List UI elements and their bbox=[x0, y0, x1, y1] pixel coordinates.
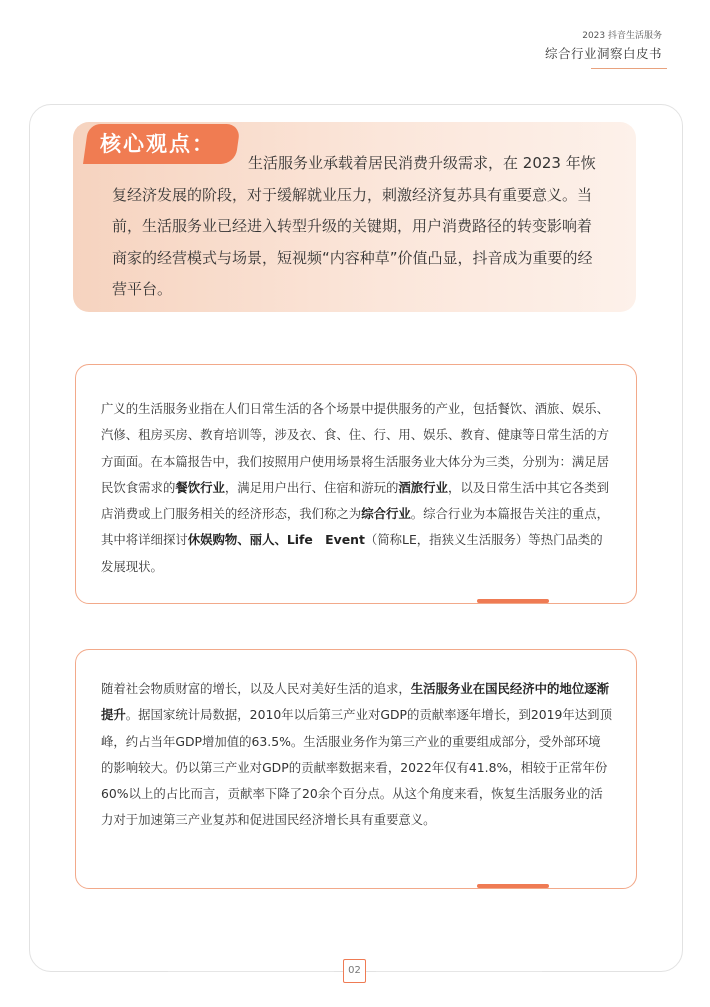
header-underline bbox=[591, 68, 667, 69]
core-viewpoint-text: 生活服务业承载着居民消费升级需求，在 2023 年恢复经济发展的阶段，对于缓解就业压力，刺激经济复苏具有重要意义。当前，生活服务业已经进入转型升级的关键期，用户消费路径的转变影响着商家的经营模式与场景，短视频“内容种草”价值凸显，抖音成为重要的经营平台。 bbox=[112, 154, 596, 298]
text-span: 。据国家统计局数据，2010年以后第三产业对GDP的贡献率逐年增长，到2019年达到顶峰，约占当年GDP增加值的63.5%。生活服业务作为第三产业的重要组成部分，受外部环境的影响较大。仍以第三产业对GDP的贡献率数据来看，2022年仅有41.8%，相较于正常年份60%以上的占比而言，贡献率下降了20余个百分点。从这个角度来看，恢复生活服务业的活力对于加速第三产业复苏和促进国民经济增长具有重要意义。 bbox=[101, 707, 612, 828]
highlight-categories: 休娱购物、丽人、Life Event bbox=[187, 532, 365, 548]
footer-line-right bbox=[376, 971, 542, 972]
highlight-hotel-travel: 酒旅行业 bbox=[398, 479, 448, 495]
text-span: （简称LE，指狭义生活服务）等热门品类的发展现状。 bbox=[101, 532, 603, 574]
highlight-catering: 餐饮行业 bbox=[175, 479, 225, 495]
header-report-title: 综合行业洞察白皮书 bbox=[544, 46, 662, 61]
economy-box-accent bbox=[477, 884, 549, 888]
text-span: 。综合行业为本篇报告关注的重点，其中将详细探讨 bbox=[101, 506, 610, 548]
core-viewpoint-title: 核心观点： bbox=[100, 132, 215, 156]
definition-box-accent bbox=[477, 599, 549, 603]
definition-paragraph bbox=[101, 396, 613, 580]
text-span: ，以及日常生活中其它各类到店消费或上门服务相关的经济形态，我们称之为 bbox=[101, 479, 610, 522]
text-span: 广义的生活服务业指在人们日常生活的各个场景中提供服务的产业，包括餐饮、酒旅、娱乐、汽修、租房买房、教育培训等，涉及衣、食、住、行、用、娱乐、教育、健康等日常生活的方方面面。在本篇报告中，我们按照用户使用场景将生活服务业大体分为三类，分别为：满足居民饮食需求的 bbox=[101, 401, 610, 495]
economy-paragraph bbox=[101, 676, 613, 834]
text-span: 随着社会物质财富的增长，以及人民对美好生活的追求， bbox=[101, 681, 411, 696]
footer-line-left bbox=[168, 971, 334, 972]
highlight-comprehensive: 综合行业 bbox=[361, 506, 411, 522]
page-number: 02 bbox=[343, 959, 366, 983]
text-span: ，满足用户出行、住宿和游玩的 bbox=[224, 479, 399, 495]
highlight-status: 生活服务业在国民经济中的地位逐渐提升 bbox=[101, 681, 610, 723]
header-report-year: 2023 抖音生活服务 bbox=[582, 31, 662, 41]
